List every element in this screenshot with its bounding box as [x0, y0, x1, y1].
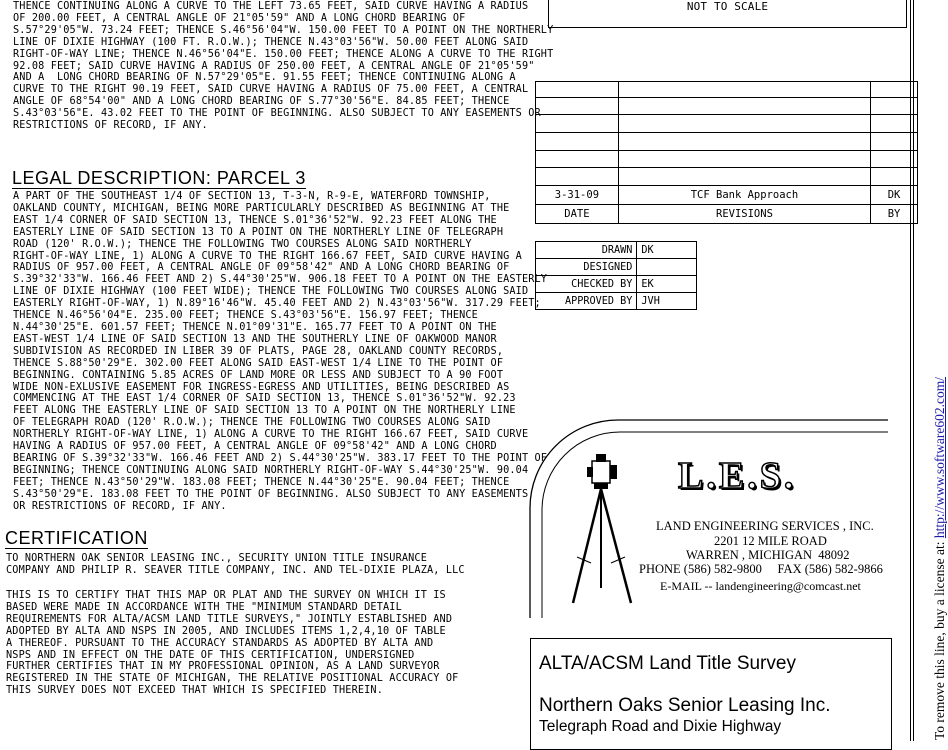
column-revisions: REVISIONS — [618, 205, 870, 224]
certification-line: THIS IS TO CERTIFY THAT THIS MAP OR PLAT AND THE SURVEY ON WHICH IT IS — [6, 590, 446, 601]
description-line: RADIUS OF 957.00 FEET, A CENTRAL ANGLE OF 09°58'42" AND A LONG CHORD BEARING OF — [13, 262, 510, 274]
certification-line: TO NORTHERN OAK SENIOR LEASING INC., SECURITY UNION TITLE INSURANCE — [6, 553, 427, 564]
certification-line: THIS SURVEY DOES NOT EXCEED THAT WHICH IS SPECIFIED THEREIN. — [6, 685, 384, 697]
description-line: THENCE N.46°56'04"E. 235.00 FEET; THENCE S.43°03'56"E. 156.97 FEET; THENCE — [13, 310, 478, 322]
description-line: COMMENCING AT THE EAST 1/4 CORNER OF SAID SECTION 13, THENCE S.01°36'52"W. 92.23 — [13, 393, 516, 405]
certification-line: REGISTERED IN THE STATE OF MICHIGAN, THE RELATIVE POSITIONAL ACCURACY OF — [6, 673, 459, 685]
description-line: AND A LONG CHORD BEARING OF N.57°29'05"E. 91.55 FEET; THENCE CONTINUING ALONG A — [13, 72, 516, 84]
license-watermark — [932, 377, 948, 740]
parcel-3-heading: LEGAL DESCRIPTION: PARCEL 3 — [12, 168, 306, 188]
description-line: FEET ALONG THE EASTERLY LINE OF SAID SECTION 13 TO A POINT ON THE NORTHERLY LINE — [13, 405, 516, 417]
watermark-link[interactable]: http://www.software602.com/ — [932, 377, 947, 539]
certification-line: FURTHER CERTIFIES THAT IN MY PROFESSIONAL OPINION, AS A LAND SURVEYOR — [6, 661, 440, 673]
revision-by: DK — [871, 186, 918, 205]
title-block — [530, 638, 892, 750]
description-line: THENCE S.88°50'29"E. 302.00 FEET ALONG SAID EAST-WEST 1/4 LINE TO THE POINT OF — [13, 357, 504, 369]
revision-date: 3-31-09 — [536, 186, 619, 205]
signoff-label: DESIGNED — [536, 259, 637, 276]
column-date: DATE — [536, 205, 619, 224]
scale-note: NOT TO SCALE — [686, 0, 769, 13]
description-line: RESTRICTIONS OF RECORD, IF ANY. — [13, 120, 208, 132]
signoff-initials: JVH — [637, 293, 697, 310]
scale-note-box — [548, 0, 907, 28]
company-logo: L.E.S. — [678, 455, 797, 497]
description-line: S.57°29'05"W. 73.24 FEET; THENCE S.46°56'04"W. 150.00 FEET TO A POINT ON THE NORTHERLY — [13, 24, 554, 36]
description-line: SUBDIVISION AS RECORDED IN LIBER 39 OF PLATS, PAGE 28, OAKLAND COUNTY RECORDS, — [13, 345, 504, 357]
description-line: WIDE NON-EXLUSIVE EASEMENT FOR INGRESS-EGRESS AND UTILITIES, BEING DESCRIBED AS — [13, 381, 510, 393]
sheet-border-inner — [910, 0, 911, 741]
certification-line: ADOPTED BY ALTA AND NSPS IN 2005, AND INCLUDES ITEMS 1,2,4,10 OF TABLE — [6, 625, 446, 637]
signoff-initials: EK — [637, 276, 697, 293]
description-line: S.43°50'29"E. 183.08 FEET TO THE POINT OF BEGINNING. ALSO SUBJECT TO ANY EASEMENTS — [13, 488, 529, 500]
description-line: FEET; THENCE N.43°50'29"W. 183.08 FEET; THENCE N.44°30'25"E. 90.04 FEET; THENCE — [13, 476, 510, 488]
certification-line: COMPANY AND PHILIP R. SEAVER TITLE COMPANY, INC. AND TEL-DIXIE PLAZA, LLC — [6, 564, 465, 576]
description-line: EAST-WEST 1/4 LINE OF SAID SECTION 13 AND THE SOUTHERLY LINE OF OAKWOOD MANOR — [13, 333, 497, 345]
signoff-initials — [637, 259, 697, 276]
sheet-border-outer — [913, 0, 914, 741]
description-line: OF TELEGRAPH ROAD (120' R.O.W.); THENCE THE FOLLOWING TWO COURSES ALONG SAID — [13, 417, 491, 429]
description-line: BEGINNING; THENCE CONTINUING ALONG SAID NORTHERLY RIGHT-OF-WAY S.44°30'25"W. 90.04 — [13, 464, 529, 476]
description-line: RIGHT-OF-WAY LINE, 1) ALONG A CURVE TO THE RIGHT 166.67 FEET, SAID CURVE HAVING A — [13, 250, 522, 262]
description-line: HAVING A RADIUS OF 957.00 FEET, A CENTRAL ANGLE OF 09°58'42" AND A LONG CHORD — [13, 441, 497, 453]
description-line: A PART OF THE SOUTHEAST 1/4 OF SECTION 13, T-3-N, R-9-E, WATERFORD TOWNSHIP, — [13, 191, 491, 202]
certification-statement — [6, 590, 458, 697]
signoff-row — [536, 293, 697, 310]
revisions-table — [535, 81, 918, 224]
description-line: CURVE TO THE RIGHT 90.19 FEET, SAID CURVE HAVING A RADIUS OF 75.00 FEET, A CENTRAL — [13, 84, 529, 96]
description-line: ANGLE OF 68°54'00" AND A LONG CHORD BEARING OF S.77°30'56"E. 84.85 FEET; THENCE — [13, 96, 510, 108]
description-line: EASTERLY LINE OF SAID SECTION 13 TO A POINT ON THE NORTHERLY LINE OF TELEGRAPH — [13, 226, 504, 238]
signoff-label: DRAWN — [536, 242, 637, 259]
description-line: N.44°30'25"E. 601.57 FEET; THENCE N.01°09'31"E. 165.77 FEET TO A POINT ON THE — [13, 321, 497, 333]
survey-type: ALTA/ACSM Land Title Survey — [539, 653, 796, 674]
certification-line: BASED WERE MADE IN ACCORDANCE WITH THE "MINIMUM STANDARD DETAIL — [6, 601, 402, 613]
client-name: Northern Oaks Senior Leasing Inc. — [539, 695, 831, 716]
company-address-1: 2201 12 MILE ROAD — [714, 534, 827, 548]
certification-heading: CERTIFICATION — [5, 528, 148, 548]
description-line: OAKLAND COUNTY, MICHIGAN, BEING MORE PARTICULARLY DESCRIBED AS BEGINNING AT THE — [13, 202, 510, 214]
description-line: S.39°32'33"W. 166.46 FEET AND 2) S.44°30'25"W. 906.18 FEET TO A POINT ON THE EASTERLY — [13, 274, 548, 286]
signoff-row — [536, 242, 697, 259]
description-line: 92.08 FEET; SAID CURVE HAVING A RADIUS OF 250.00 FEET, A CENTRAL ANGLE OF 21°05'59" — [13, 60, 535, 72]
description-line: OF 200.00 FEET, A CENTRAL ANGLE OF 21°05'59" AND A LONG CHORD BEARING OF — [13, 12, 466, 24]
description-line: OR RESTRICTIONS OF RECORD, IF ANY. — [13, 500, 227, 512]
company-email: E-MAIL -- landengineering@comcast.net — [660, 579, 861, 593]
description-line: NORTHERLY RIGHT-OF-WAY LINE, 1) ALONG A CURVE TO THE RIGHT 166.67 FEET, SAID CURVE — [13, 429, 529, 441]
company-phone-fax: PHONE (586) 582-9800 FAX (586) 582-9866 — [639, 562, 883, 576]
certification-line: NSPS AND IN EFFECT ON THE DATE OF THIS CERTIFICATION, UNDERSIGNED — [6, 649, 415, 661]
site-location: Telegraph Road and Dixie Highway — [539, 718, 782, 735]
description-line: ROAD (120' R.O.W.); THENCE THE FOLLOWING TWO COURSES ALONG SAID NORTHERLY — [13, 238, 472, 250]
survey-tripod-icon — [563, 453, 643, 613]
parcel-3-description — [13, 191, 547, 512]
description-line: BEARING OF S.39°32'33"W. 166.46 FEET AND 2) S.44°30'25"W. 383.17 FEET TO THE POINT OF — [13, 452, 548, 464]
description-line: EAST 1/4 CORNER OF SAID SECTION 13, THENCE S.01°36'52"W. 92.23 FEET ALONG THE — [13, 214, 497, 226]
company-name: LAND ENGINEERING SERVICES , INC. — [656, 519, 874, 533]
description-line: BEGINNING. CONTAINING 5.85 ACRES OF LAND MORE OR LESS AND SUBJECT TO A 90 FOOT — [13, 369, 504, 381]
parcel-2-description-tail — [13, 1, 553, 132]
column-by: BY — [871, 205, 918, 224]
signoff-label: APPROVED BY — [536, 293, 637, 310]
certification-line: REQUIREMENTS FOR ALTA/ACSM LAND TITLE SURVEYS," JOINTLY ESTABLISHED AND — [6, 613, 453, 625]
description-line: LINE OF DIXIE HIGHWAY (100 FT. R.O.W.); THENCE N.43°03'56"W. 50.00 FEET ALONG SAID — [13, 36, 529, 48]
revision-description: TCF Bank Approach — [618, 186, 870, 205]
signoff-label: CHECKED BY — [536, 276, 637, 293]
description-line: THENCE CONTINUING ALONG A CURVE TO THE LEFT 73.65 FEET, SAID CURVE HAVING A RADIUS — [13, 1, 529, 12]
certification-line: A THEREOF. PURSUANT TO THE ACCURACY STANDARDS AS ADOPTED BY ALTA AND — [6, 637, 434, 649]
description-line: RIGHT-OF-WAY LINE; THENCE N.46°56'04"E. 150.00 FEET; THENCE ALONG A CURVE TO THE RIGHT — [13, 48, 554, 60]
company-panel — [528, 418, 898, 618]
signoff-initials: DK — [637, 242, 697, 259]
company-address-2: WARREN , MICHIGAN 48092 — [686, 548, 850, 562]
watermark-text: To remove this line, buy a license at: — [932, 538, 947, 740]
signoff-row — [536, 259, 697, 276]
description-line: LINE OF DIXIE HIGHWAY (100 FEET WIDE); THENCE THE FOLLOWING TWO COURSES ALONG SAID — [13, 286, 529, 298]
certification-addressees — [6, 553, 465, 577]
description-line: S.43°03'56"E. 43.02 FEET TO THE POINT OF BEGINNING. ALSO SUBJECT TO ANY EASEMENTS OR — [13, 108, 541, 120]
signoff-row — [536, 276, 697, 293]
description-line: EASTERLY RIGHT-OF-WAY, 1) N.89°16'46"W. 45.40 FEET AND 2) N.43°03'56"W. 317.29 FEET; — [13, 298, 541, 310]
signoff-table — [535, 241, 697, 310]
